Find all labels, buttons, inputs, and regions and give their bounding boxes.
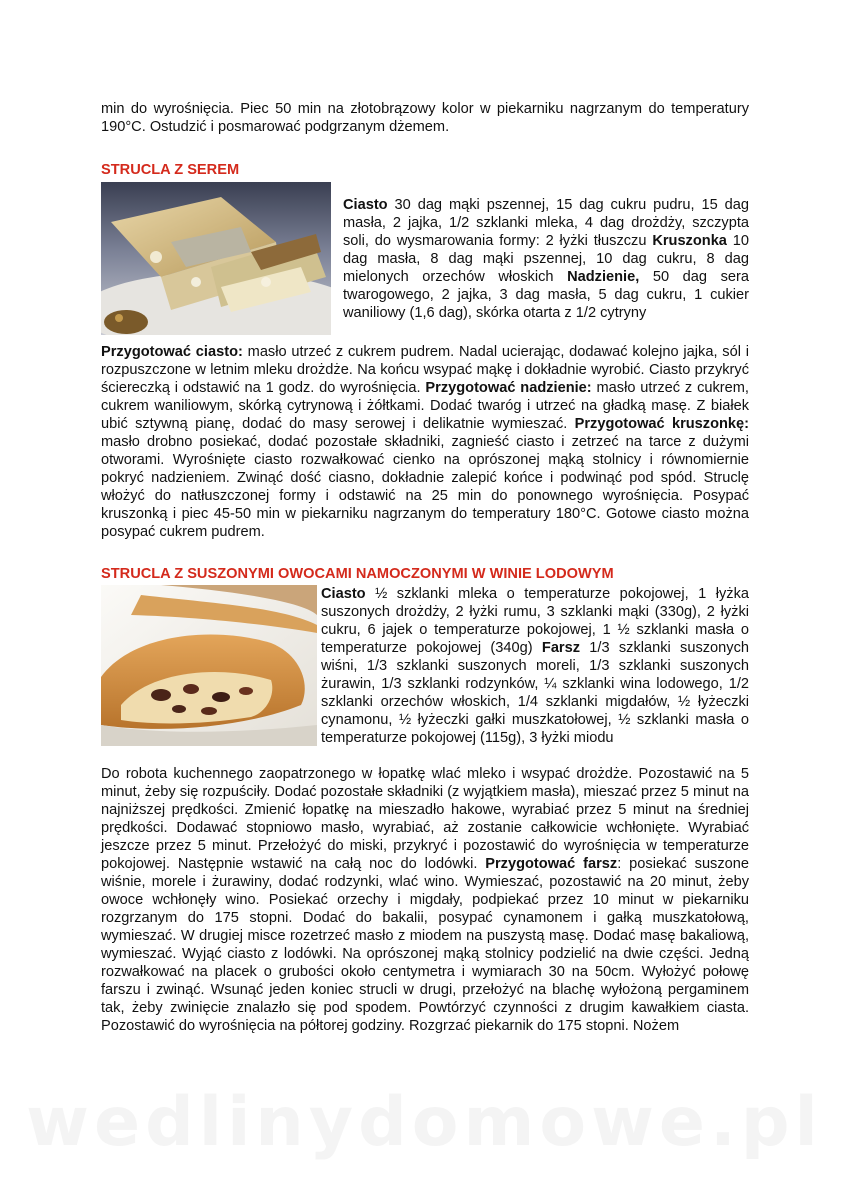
method2-text-dough: Do robota kuchennego zaopatrzonego w łopatkę wlać mleko i wsypać drożdże. Pozostawić na 5 minut, żeby się rozpuściły. Dodać pozostałe składniki (z wyjątkiem masła), mieszać przez 5 minut na najniższej prędkości. Zmienić łopatkę na mieszadło hakowe, wyrabiać przez 5 minut na średniej prędkości. Dodawać stopniowo masło, wyrabiać, aż zostanie całkowicie wchłonięte. Wyrabiać jeszcze przez 5 minut. Przełożyć do miski, przykryć i pozostawić do wyrośnięcia w temperaturze pokojowej. Następnie wstawić na całą noc do lodówki. xyxy=(101,766,749,872)
ciasto-text: 30 dag mąki pszennej, 15 dag cukru pudru, 15 dag masła, 2 jajka, 1/2 szklanki mleka, 4 dag drożdży, szczypta soli, do wysmarowania formy: 2 łyżki tłuszczu xyxy=(343,197,749,249)
intro-paragraph: min do wyrośnięcia. Piec 50 min na złotobrązowy kolor w piekarniku nagrzanym do temperatury 190°C. Ostudzić i posmarować podgrzanym dżemem. xyxy=(101,101,749,135)
ciasto2-label: Ciasto xyxy=(321,586,366,602)
document-page xyxy=(101,100,749,1035)
method-text-filling: masło utrzeć z cukrem, cukrem waniliowym, skórką cytrynową i żółtkami. Dodać twaróg i utrzeć na gładką masę. Z białek ubić sztywną pianę, dodać do masy serowej i delikatnie wymieszać. xyxy=(101,380,749,432)
farsz-label: Farsz xyxy=(541,640,581,656)
method-text-crumble: masło drobno posiekać, dodać pozostałe składniki, zagnieść ciasto i zetrzeć na tarce z dużymi otworami. Wyrośnięte ciasto rozwałkować cienko na oprószonej mąką stolnicy i równomiernie pokryć nadzieniem. Zwinąć dość ciasno, dokładnie zalepić końce i podwinąć pod spód. Struclę włożyć do natłuszczonej formy i odstawić na 25 min do ponownego wyrośnięcia. Posypać kruszonką i piec 45-50 min w piekarniku nagrzanym do temperatury 180°C. Gotowe ciasto można posypać cukrem pudrem. xyxy=(101,434,749,540)
strudel-fruit-photo xyxy=(101,585,317,746)
kruszonka-text: 10 dag masła, 8 dag mąki pszennej, 10 dag cukru, 8 dag mielonych orzechów włoskich xyxy=(343,233,749,285)
method-label-filling: Przygotować nadzienie: xyxy=(425,380,592,396)
method-label-dough: Przygotować ciasto: xyxy=(101,344,243,360)
kruszonka-label: Kruszonka xyxy=(652,233,727,249)
farsz-text: 1/3 szklanki suszonych wiśni, 1/3 szklanki suszonych moreli, 1/3 szklanki suszonych żurawin, 1/3 szklanki rodzynków, ¼ szklanki wina lodowego, 1/2 szklanki orzechów włoskich, 1/4 szklanki migdałów, ½ łyżeczki cynamonu, ½ łyżeczki gałki muszkatołowej, ½ szklanki masła o temperaturze pokojowej (115g), 3 łyżki miodu xyxy=(321,640,750,746)
method2-label-farsz: Przygotować farsz xyxy=(485,856,618,872)
recipe1-method xyxy=(101,343,749,541)
nadzienie-text: 50 dag sera twarogowego, 2 jajka, 3 dag masła, 5 dag cukru, 1 cukier waniliowy (1,6 dag), skórka otarta z 1/2 cytryny xyxy=(343,269,749,321)
method-text-dough: masło utrzeć z cukrem pudrem. Nadal ucierając, dodawać kolejno jajka, sól i rozpuszczone w letnim mleku drożdże. Na końcu wsypać mąkę i dokładnie wyrobić. Ciasto przykryć ściereczką i odstawić na 1 godz. do wyrośnięcia. xyxy=(101,344,749,396)
nadzienie-label: Nadzienie, xyxy=(567,269,640,285)
ciasto2-text: ½ szklanki mleka o temperaturze pokojowej, 1 łyżka suszonych drożdży, 2 łyżki rumu, 3 szklanki mąki (330g), 2 łyżki cukru, 6 jajek o temperaturze pokojowej, 1 ½ szklanki masła o temperaturze pokojowej (340g) xyxy=(321,586,749,656)
ciasto-label: Ciasto xyxy=(343,197,388,213)
recipe1-title: STRUCLA Z SEREM xyxy=(101,162,240,178)
strudel-cheese-photo xyxy=(101,182,331,335)
recipe2-method xyxy=(101,765,749,1035)
watermark: wedlinydomowe.pl xyxy=(26,1083,823,1162)
recipe2-title: STRUCLA Z SUSZONYMI OWOCAMI NAMOCZONYMI W WINIE LODOWYM xyxy=(101,566,614,582)
method2-text-farsz: : posiekać suszone wiśnie, morele i żurawiny, dodać rodzynki, wlać wino. Wymieszać, pozostawić na 20 minut, żeby owoce wchłonęły wino. Posiekać orzechy i migdały, podpiekać przez 10 minut w piekarniku rozgrzanym do 175 stopni. Dodać do bakalii, posypać cynamonem i gałką muszkatołową, wymieszać. W drugiej misce rozetrzeć masło z miodem na puszystą masę. Dodać masę bakaliową, wymieszać. Wyjąć ciasto z lodówki. Na oprószonej mąką stolnicy podzielić na dwie części. Jedną rozwałkować na placek o grubości około centymetra i wymiarach 30 na 50cm. Wyłożyć połowę farszu i zwinąć. Wsunąć jeden koniec strucli w drugi, przełożyć na blachę wyłożoną pergaminem tak, żeby zwinięcie znalazło się pod spodem. Powtórzyć czynności z drugim kawałkiem ciasta. Pozostawić do wyrośnięcia na półtorej godziny. Rozgrzać piekarnik do 175 stopni. Nożem xyxy=(101,856,749,1034)
method-label-crumble: Przygotować kruszonkę: xyxy=(574,416,749,432)
